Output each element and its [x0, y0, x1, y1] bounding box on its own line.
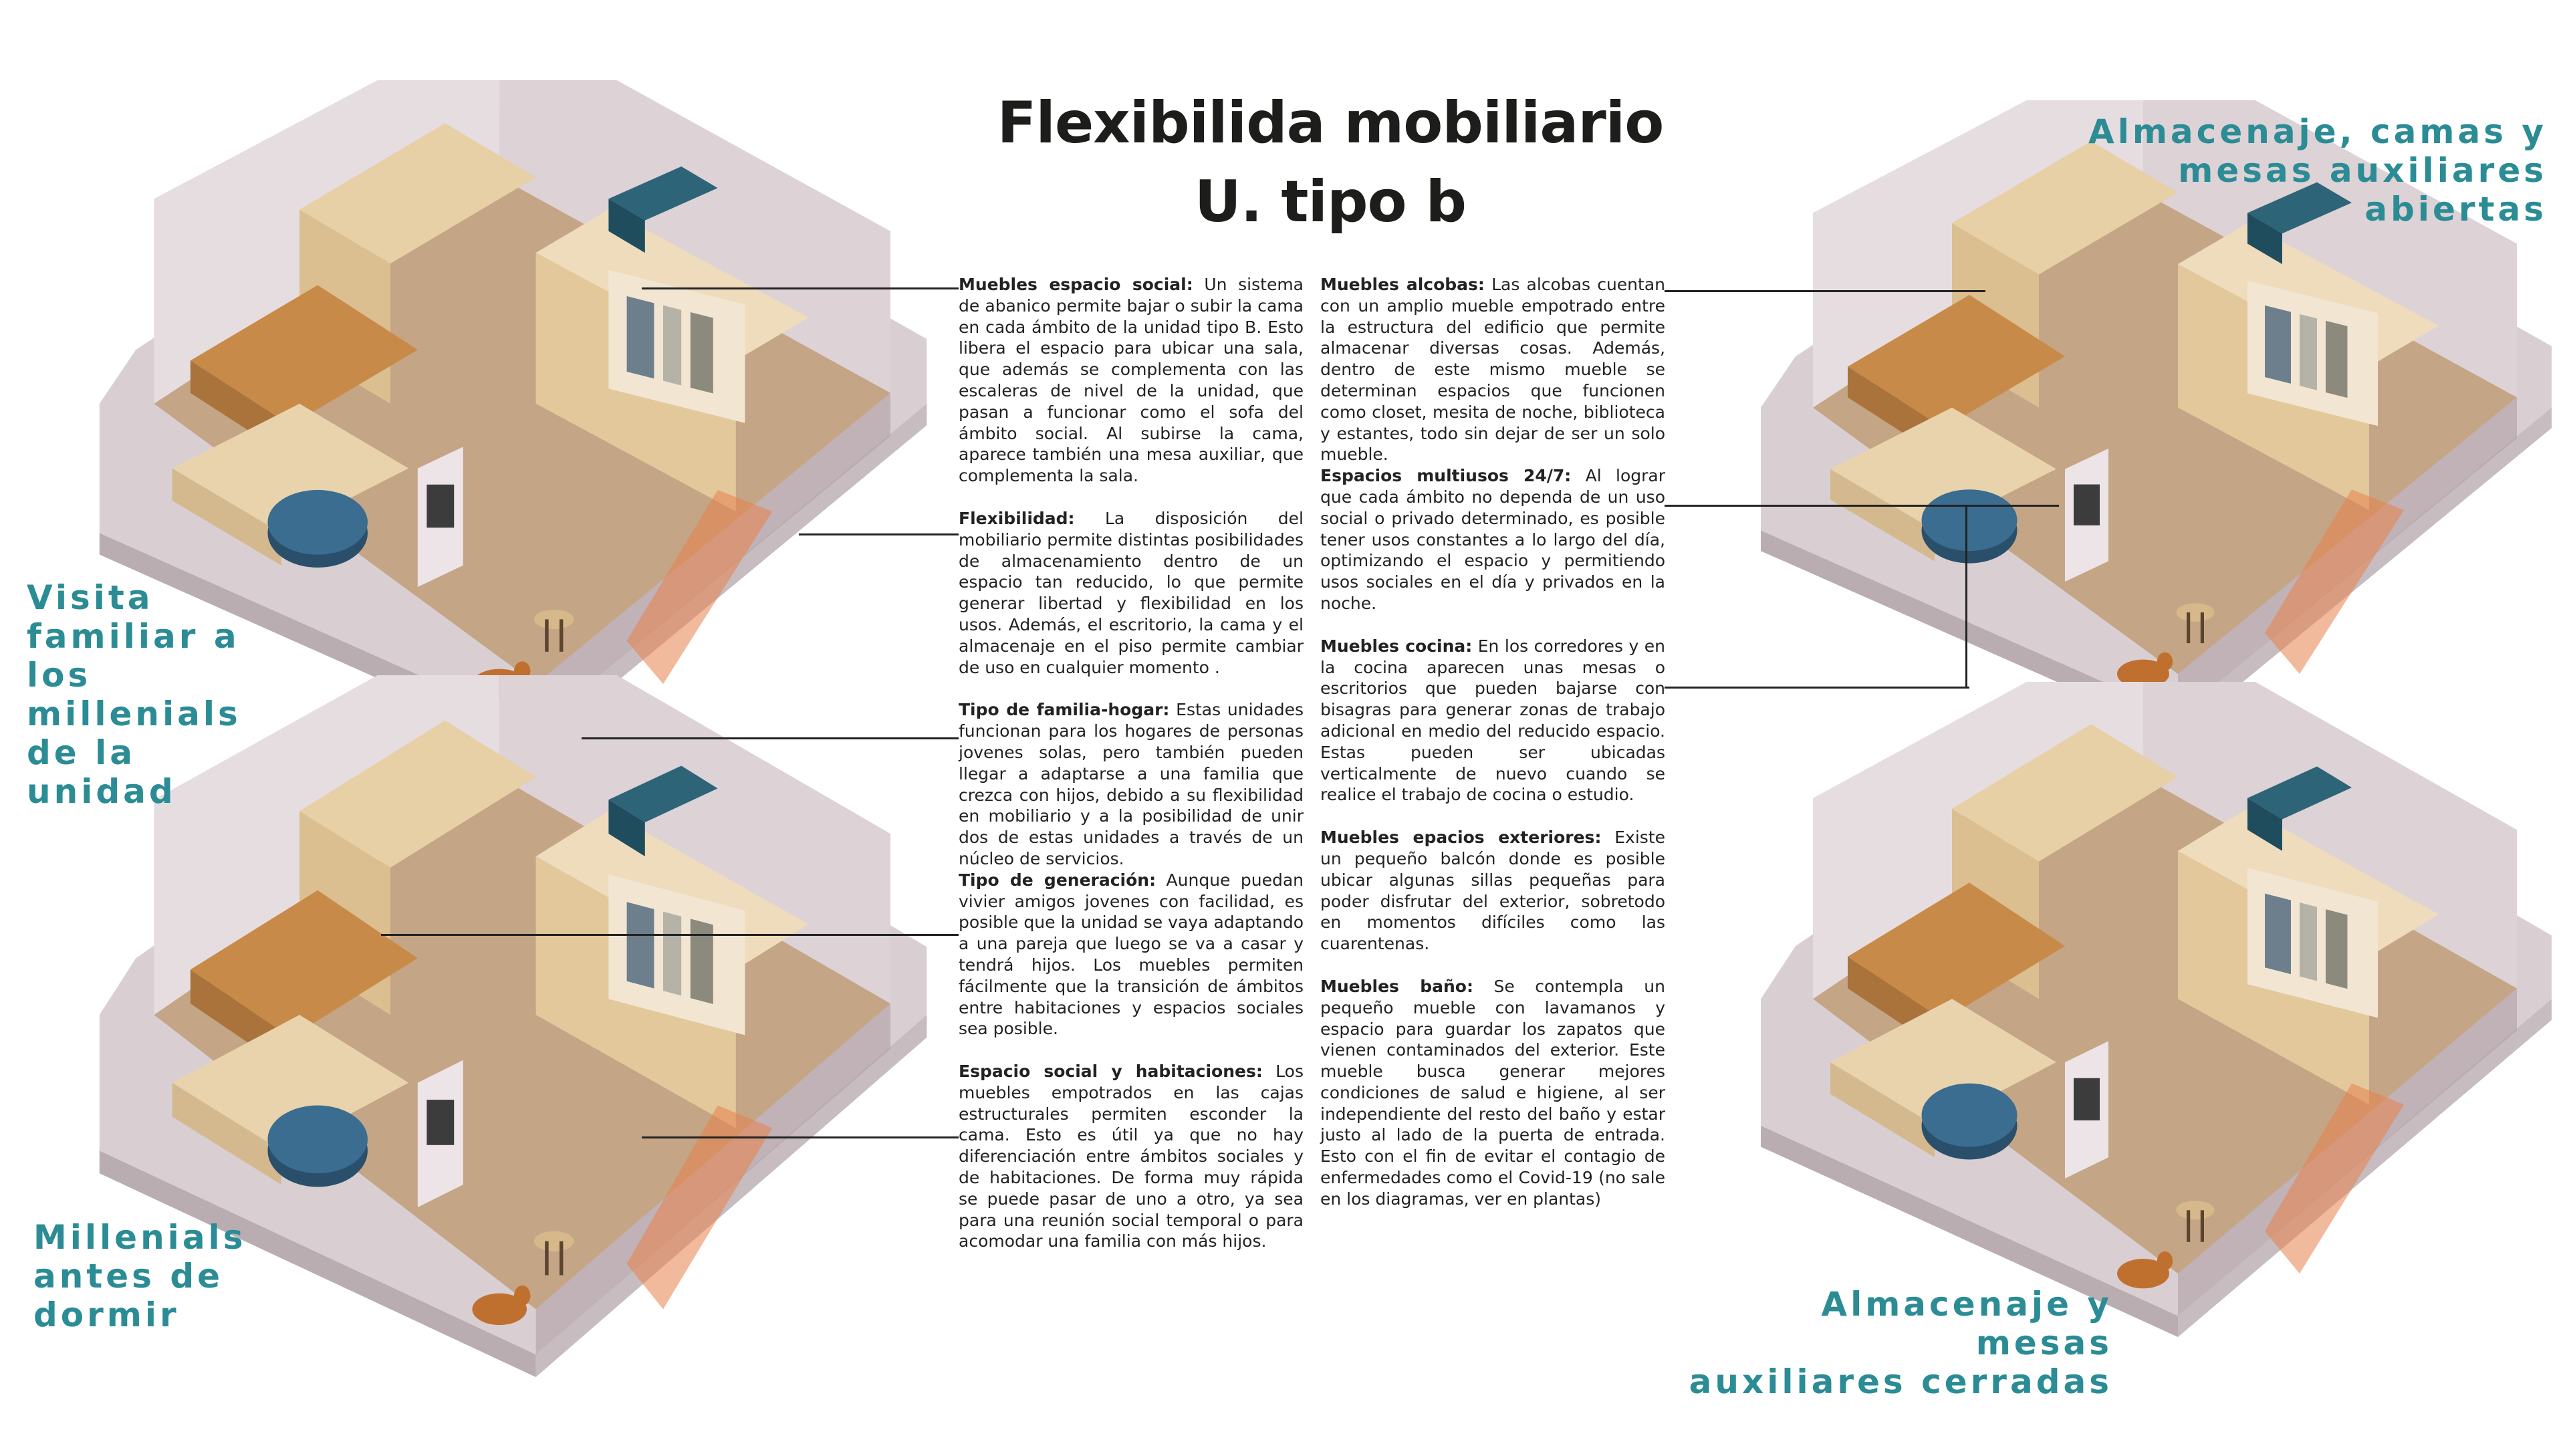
render-storage-closed	[1691, 682, 2560, 1337]
paragraph-multipurpose: Espacios multiusos 24/7: Al lograr que cada ámbito no dependa de un uso social o privado determinado, es posible tener usos constantes a lo largo del día, optimizando el espacio y permitiendo usos sociales en el día y privados en la noche.	[1320, 466, 1665, 613]
leader-bedroom-furniture	[1665, 290, 1985, 292]
paragraph-bedroom-furniture: Muebles alcobas: Las alcobas cuentan con un amplio mueble empotrado entre la estructura del edificio que permite almacenar diversas cosas. Además, dentro de este mismo mueble se determinan espacios que funcionen como closet, mesita de noche, biblioteca y estantes, todo sin dejar de ser un solo mueble.	[1320, 275, 1665, 465]
paragraph-bathroom-furniture: Muebles baño: Se contempla un pequeño mueble con lavamanos y espacio para guardar los zapatos que vienen contaminados del exterior. Este mueble busca generar mejores condiciones de salud e higiene, al ser independiente del resto del baño y estar justo al lado de la puerta de entrada. Esto con el fin de evitar el contagio de enfermedades como el Covid-19 (no sale en los diagramas, ver en plantas)	[1320, 976, 1665, 1209]
page-title	[923, 84, 1738, 241]
leader-kitchen	[1665, 687, 1969, 689]
leader-generation	[381, 934, 959, 936]
leader-social-rooms	[642, 1136, 959, 1138]
paragraph-family-type: Tipo de familia-hogar: Estas unidades funcionan para los hogares de personas jovenes solas, pero también pueden llegar a adaptarse a una familia que crezca con hijos, debido a su flexibilidad en mobiliario y a la posibilidad de unir dos de estas unidades a través de un núcleo de servicios.	[959, 700, 1304, 868]
leader-flexibility	[799, 533, 959, 535]
paragraph-exterior-furniture: Muebles epacios exteriores: Existe un pequeño balcón donde es posible ubicar algunas sillas pequeñas para poder disfrutar del exterior, sobretodo en momentos difíciles como las cuarentenas.	[1320, 828, 1665, 954]
leader-multipurpose	[1665, 505, 2059, 507]
leader-family-type	[582, 737, 959, 739]
paragraph-kitchen-furniture: Muebles cocina: En los corredores y en la cocina aparecen unas mesas o escritorios que pueden bajarse con bisagras para generar zonas de trabajo adicional en medio del reducido espacio. Estas pueden ser ubicadas verticalmente de nuevo cuando se realice el trabajo de cocina o estudio.	[1320, 636, 1665, 805]
caption-storage-closed: Almacenaje y mesas auxiliares cerradas	[1689, 1285, 2112, 1401]
paragraph-social-furniture: Muebles espacio social: Un sistema de abanico permite bajar o subir la cama en cada ámbito de la unidad tipo B. Esto libera el espacio para ubicar una sala, que además se complementa con las escaleras de nivel de la unidad, que pasan a funcionar como el sofa del ámbito social. Al subirse la cama, aparece también una mesa auxiliar, que complementa la sala.	[959, 275, 1304, 486]
title-line-1: Flexibilida mobiliario	[997, 90, 1664, 156]
leader-kitchen-vertical	[1965, 505, 1967, 687]
paragraph-flexibility: Flexibilidad: La disposición del mobiliario permite distintas posibilidades de almacenamiento dentro de un espacio tan reducido, lo que permite generar libertad y flexibilidad en los usos. Además, el escritorio, la cama y el almacenaje en el piso permite cambiar de uso en cualquier momento .	[959, 508, 1304, 677]
caption-storage-open: Almacenaje, camas y mesas auxiliares abiertas	[2088, 112, 2547, 229]
caption-family-visit: Visita familiar a los millenials de la unidad	[27, 578, 241, 811]
paragraph-social-rooms: Espacio social y habitaciones: Los muebles empotrados en las cajas estructurales permiten esconder la cama. Esto es útil ya que no hay diferenciación entre ámbitos sociales y de habitaciones. De forma muy rápida se puede pasar de uno a otro, ya sea para una reunión social temporal o para acomodar una familia con más hijos.	[959, 1062, 1304, 1251]
caption-millenials-before-sleep: Millenials antes de dormir	[33, 1218, 247, 1334]
paragraph-generation: Tipo de generación: Aunque puedan vivier amigos jovenes con facilidad, es posible que la unidad se vaya adaptando a una pareja que luego se va a casar y tendrá hijos. Los muebles permiten fácilmente que la transición de ámbitos entre habitaciones y espacios sociales sea posible.	[959, 870, 1304, 1039]
leader-social-furniture	[642, 287, 959, 289]
text-column-left	[959, 274, 1304, 1252]
title-line-2: U. tipo b	[1194, 168, 1467, 235]
text-column-right	[1320, 274, 1665, 1210]
